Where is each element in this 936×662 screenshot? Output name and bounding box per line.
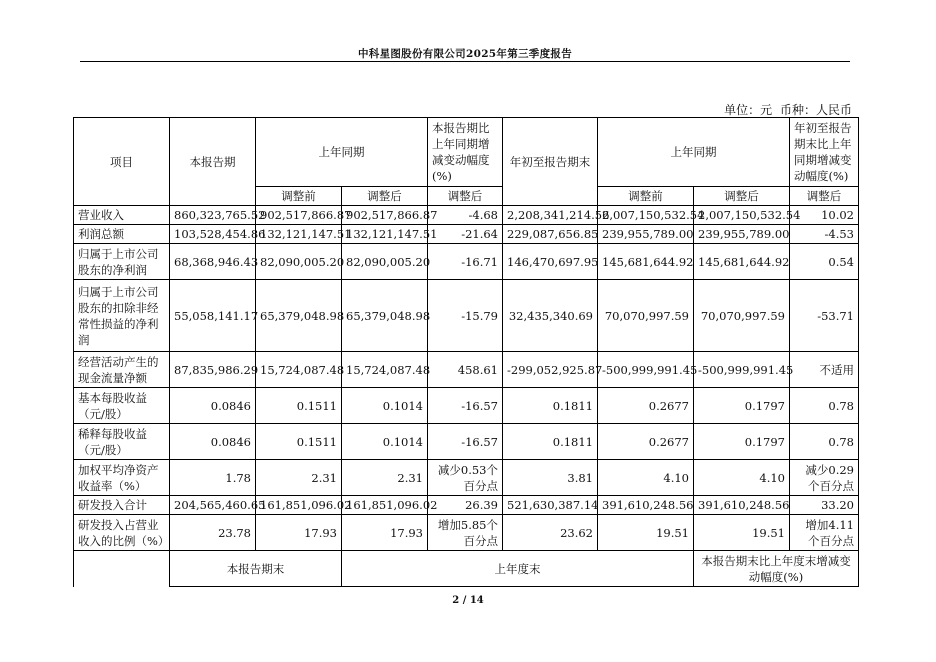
table-cell: -16.71: [428, 244, 503, 280]
table-row: [74, 225, 859, 244]
table-cell: 2.31: [342, 460, 428, 496]
table-cell: 0.2677: [598, 424, 694, 460]
table-row: [74, 280, 859, 352]
table-cell: 33.20: [790, 496, 859, 515]
table-cell: 2.31: [256, 460, 342, 496]
page-number: 2 / 14: [452, 595, 484, 606]
table-cell: 26.39: [428, 496, 503, 515]
table-cell: 2,208,341,214.56: [503, 206, 598, 225]
row-label: 加权平均净资产收益率（%）: [74, 460, 170, 496]
page-header-title: 中科星图股份有限公司2025年第三季度报告: [357, 48, 573, 60]
table-cell: 239,955,789.00: [598, 225, 694, 244]
table-cell: 229,087,656.85: [503, 225, 598, 244]
row-label: 归属于上市公司股东的净利润: [74, 244, 170, 280]
table-cell: 0.78: [790, 424, 859, 460]
table-cell: 19.51: [598, 515, 694, 551]
table-cell: 4.10: [598, 460, 694, 496]
table-cell: 0.1811: [503, 424, 598, 460]
table-cell: 65,379,048.98: [342, 280, 428, 352]
table-cell: 2,007,150,532.54: [598, 206, 694, 225]
table-cell: 0.1797: [694, 424, 790, 460]
table-cell: 860,323,765.52: [170, 206, 256, 225]
footer-empty: [74, 551, 170, 587]
financial-data-table: [73, 117, 859, 587]
row-label: 利润总额: [74, 225, 170, 244]
table-cell: 19.51: [694, 515, 790, 551]
table-cell: 0.1511: [256, 424, 342, 460]
unit-line: [720, 101, 852, 118]
subheader-after-ytd: 调整后: [694, 187, 790, 206]
row-label: 稀释每股收益（元/股）: [74, 424, 170, 460]
table-cell: 239,955,789.00: [694, 225, 790, 244]
table-cell: 145,681,644.92: [694, 244, 790, 280]
table-cell: 132,121,147.51: [342, 225, 428, 244]
header-ytd: 年初至报告期末: [503, 118, 598, 206]
table-row: [74, 388, 859, 424]
table-cell: -500,999,991.45: [694, 352, 790, 388]
table-cell: 391,610,248.56: [598, 496, 694, 515]
table-cell: 146,470,697.95: [503, 244, 598, 280]
table-row: [74, 206, 859, 225]
table-cell: -500,999,991.45: [598, 352, 694, 388]
table-cell: 458.61: [428, 352, 503, 388]
header-change-ytd: 年初至报告期末比上年同期增减变动幅度(%): [790, 118, 859, 187]
table-cell: 增加5.85个百分点: [428, 515, 503, 551]
table-row: [74, 515, 859, 551]
table-cell: -15.79: [428, 280, 503, 352]
table-row: [74, 244, 859, 280]
row-label: 基本每股收益（元/股）: [74, 388, 170, 424]
table-cell: 0.0846: [170, 424, 256, 460]
table-cell: 15,724,087.48: [342, 352, 428, 388]
table-cell: 0.1014: [342, 424, 428, 460]
table-cell: 87,835,986.29: [170, 352, 256, 388]
table-cell: 161,851,096.02: [256, 496, 342, 515]
table-cell: 391,610,248.56: [694, 496, 790, 515]
table-cell: 0.78: [790, 388, 859, 424]
table-cell: 0.54: [790, 244, 859, 280]
table-cell: 70,070,997.59: [694, 280, 790, 352]
row-label: 营业收入: [74, 206, 170, 225]
footer-prev: 上年度末: [342, 551, 694, 587]
currency-label: 币种：人民币: [779, 103, 852, 117]
table-cell: -4.68: [428, 206, 503, 225]
table-cell: 17.93: [256, 515, 342, 551]
table-row: [74, 460, 859, 496]
table-cell: -16.57: [428, 388, 503, 424]
table-cell: 17.93: [342, 515, 428, 551]
subheader-before-ytd: 调整前: [598, 187, 694, 206]
table-cell: 23.62: [503, 515, 598, 551]
table-cell: 132,121,147.51: [256, 225, 342, 244]
table-cell: 2,007,150,532.54: [694, 206, 790, 225]
table-cell: 4.10: [694, 460, 790, 496]
table-cell: 3.81: [503, 460, 598, 496]
table-header-row: [74, 118, 859, 187]
table-cell: 1.78: [170, 460, 256, 496]
table-cell: 103,528,454.86: [170, 225, 256, 244]
header-prev-ytd: 上年同期: [598, 118, 790, 187]
table-cell: 65,379,048.98: [256, 280, 342, 352]
table-cell: 68,368,946.43: [170, 244, 256, 280]
footer-current: 本报告期末: [170, 551, 342, 587]
table-cell: 0.0846: [170, 388, 256, 424]
table-cell: 902,517,866.87: [342, 206, 428, 225]
table-cell: 减少0.53个百分点: [428, 460, 503, 496]
table-cell: 0.1511: [256, 388, 342, 424]
table-cell: 70,070,997.59: [598, 280, 694, 352]
subheader-change-after-ytd: 调整后: [790, 187, 859, 206]
table-cell: 减少0.29个百分点: [790, 460, 859, 496]
table-cell: 521,630,387.14: [503, 496, 598, 515]
table-row: [74, 424, 859, 460]
row-label: 研发投入占营业收入的比例（%）: [74, 515, 170, 551]
table-cell: -299,052,925.87: [503, 352, 598, 388]
table-cell: 161,851,096.02: [342, 496, 428, 515]
table-cell: 55,058,141.17: [170, 280, 256, 352]
footer-change: 本报告期末比上年度末增减变动幅度(%): [694, 551, 859, 587]
table-cell: -53.71: [790, 280, 859, 352]
table-cell: 32,435,340.69: [503, 280, 598, 352]
header-prev-period: 上年同期: [256, 118, 428, 187]
unit-label: 单位：元: [724, 103, 773, 117]
table-cell: 145,681,644.92: [598, 244, 694, 280]
table-cell: 0.1797: [694, 388, 790, 424]
table-cell: 82,090,005.20: [256, 244, 342, 280]
table-cell: 0.1014: [342, 388, 428, 424]
header-current-period: 本报告期: [170, 118, 256, 206]
table-row: [74, 352, 859, 388]
table-cell: 10.02: [790, 206, 859, 225]
subheader-after: 调整后: [342, 187, 428, 206]
table-cell: 0.1811: [503, 388, 598, 424]
row-label: 归属于上市公司股东的扣除非经常性损益的净利润: [74, 280, 170, 352]
table-cell: 902,517,866.87: [256, 206, 342, 225]
row-label: 研发投入合计: [74, 496, 170, 515]
table-cell: -4.53: [790, 225, 859, 244]
table-cell: 82,090,005.20: [342, 244, 428, 280]
header-divider: [80, 61, 850, 62]
subheader-before: 调整前: [256, 187, 342, 206]
table-footer-row: [74, 551, 859, 587]
table-row: [74, 496, 859, 515]
table-cell: 0.2677: [598, 388, 694, 424]
subheader-change-after: 调整后: [428, 187, 503, 206]
row-label: 经营活动产生的现金流量净额: [74, 352, 170, 388]
table-cell: 23.78: [170, 515, 256, 551]
table-cell: 15,724,087.48: [256, 352, 342, 388]
header-change-period: 本报告期比上年同期增减变动幅度(%): [428, 118, 503, 187]
table-cell: 204,565,460.65: [170, 496, 256, 515]
table-cell: 不适用: [790, 352, 859, 388]
header-item: 项目: [74, 118, 170, 206]
table-cell: -16.57: [428, 424, 503, 460]
table-cell: -21.64: [428, 225, 503, 244]
table-cell: 增加4.11个百分点: [790, 515, 859, 551]
